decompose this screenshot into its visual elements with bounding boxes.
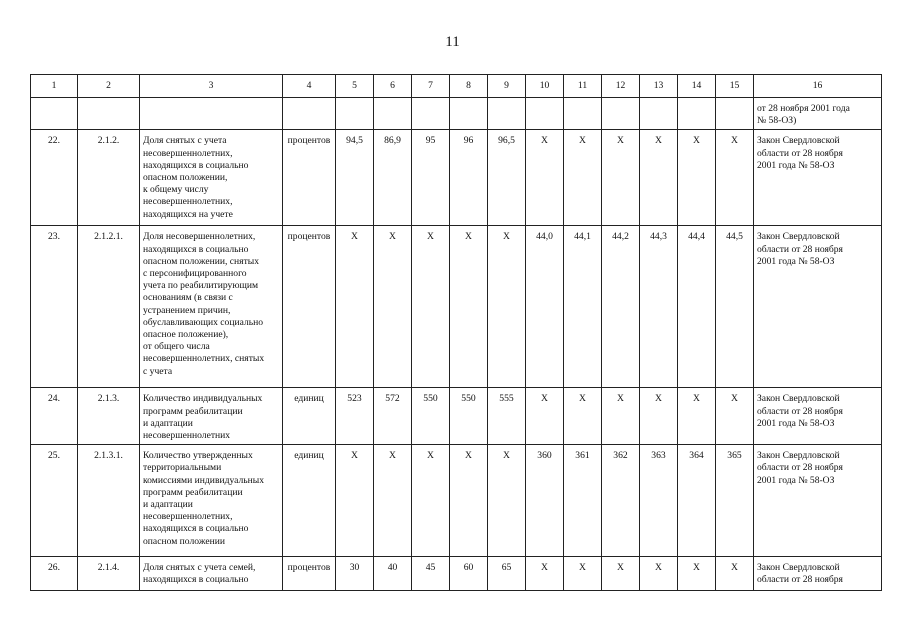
value-cell: 360 bbox=[526, 445, 564, 557]
value-cell: 96 bbox=[450, 130, 488, 226]
value-cell: 550 bbox=[450, 388, 488, 445]
value-cell: 96,5 bbox=[488, 130, 526, 226]
column-number-cell: 8 bbox=[450, 75, 488, 98]
column-number-cell: 14 bbox=[678, 75, 716, 98]
column-number-cell: 11 bbox=[564, 75, 602, 98]
value-cell: Х bbox=[602, 557, 640, 591]
value-cell: 363 bbox=[640, 445, 678, 557]
value-cell bbox=[716, 98, 754, 130]
legal-basis-cell: Закон Свердловской области от 28 ноября 2001 года № 58-ОЗ bbox=[754, 130, 882, 226]
value-cell: Х bbox=[374, 226, 412, 388]
value-cell bbox=[488, 98, 526, 130]
value-cell: 362 bbox=[602, 445, 640, 557]
value-cell: 95 bbox=[412, 130, 450, 226]
table-row bbox=[31, 445, 882, 557]
column-number-cell: 15 bbox=[716, 75, 754, 98]
value-cell: 572 bbox=[374, 388, 412, 445]
value-cell: Х bbox=[526, 557, 564, 591]
code-cell bbox=[78, 98, 140, 130]
value-cell: Х bbox=[526, 388, 564, 445]
unit-cell: единиц bbox=[283, 388, 336, 445]
value-cell: Х bbox=[716, 388, 754, 445]
row-number-cell bbox=[31, 98, 78, 130]
value-cell: Х bbox=[488, 226, 526, 388]
value-cell: 555 bbox=[488, 388, 526, 445]
value-cell: 523 bbox=[336, 388, 374, 445]
value-cell: 86,9 bbox=[374, 130, 412, 226]
value-cell: 65 bbox=[488, 557, 526, 591]
value-cell bbox=[526, 98, 564, 130]
value-cell: Х bbox=[602, 130, 640, 226]
value-cell: Х bbox=[716, 557, 754, 591]
indicator-name-cell: Количество индивидуальных программ реабилитации и адаптации несовершеннолетних bbox=[140, 388, 283, 445]
code-cell: 2.1.4. bbox=[78, 557, 140, 591]
value-cell: 44,5 bbox=[716, 226, 754, 388]
unit-cell: процентов bbox=[283, 557, 336, 591]
table-row bbox=[31, 557, 882, 591]
value-cell bbox=[564, 98, 602, 130]
unit-cell bbox=[283, 98, 336, 130]
indicator-table bbox=[30, 74, 882, 591]
value-cell bbox=[640, 98, 678, 130]
column-number-cell: 6 bbox=[374, 75, 412, 98]
value-cell: 44,1 bbox=[564, 226, 602, 388]
legal-basis-cell: от 28 ноября 2001 года № 58-ОЗ) bbox=[754, 98, 882, 130]
value-cell: 40 bbox=[374, 557, 412, 591]
row-number-cell: 25. bbox=[31, 445, 78, 557]
column-number-cell: 9 bbox=[488, 75, 526, 98]
value-cell: 550 bbox=[412, 388, 450, 445]
value-cell: 60 bbox=[450, 557, 488, 591]
value-cell: Х bbox=[336, 445, 374, 557]
value-cell bbox=[678, 98, 716, 130]
table-row bbox=[31, 98, 882, 130]
value-cell bbox=[374, 98, 412, 130]
code-cell: 2.1.3.1. bbox=[78, 445, 140, 557]
column-number-cell: 3 bbox=[140, 75, 283, 98]
legal-basis-cell: Закон Свердловской области от 28 ноября 2001 года № 58-ОЗ bbox=[754, 445, 882, 557]
value-cell: Х bbox=[564, 130, 602, 226]
column-number-row bbox=[31, 75, 882, 98]
value-cell: Х bbox=[336, 226, 374, 388]
value-cell: 30 bbox=[336, 557, 374, 591]
value-cell: Х bbox=[716, 130, 754, 226]
row-number-cell: 26. bbox=[31, 557, 78, 591]
code-cell: 2.1.2. bbox=[78, 130, 140, 226]
column-number-cell: 1 bbox=[31, 75, 78, 98]
value-cell: Х bbox=[412, 445, 450, 557]
table-row bbox=[31, 388, 882, 445]
value-cell: Х bbox=[602, 388, 640, 445]
value-cell: 44,3 bbox=[640, 226, 678, 388]
value-cell: 44,2 bbox=[602, 226, 640, 388]
column-number-cell: 13 bbox=[640, 75, 678, 98]
legal-basis-cell: Закон Свердловской области от 28 ноября 2001 года № 58-ОЗ bbox=[754, 388, 882, 445]
code-cell: 2.1.3. bbox=[78, 388, 140, 445]
column-number-cell: 12 bbox=[602, 75, 640, 98]
value-cell: Х bbox=[640, 557, 678, 591]
value-cell: Х bbox=[640, 388, 678, 445]
value-cell bbox=[602, 98, 640, 130]
row-number-cell: 22. bbox=[31, 130, 78, 226]
column-number-cell: 5 bbox=[336, 75, 374, 98]
code-cell: 2.1.2.1. bbox=[78, 226, 140, 388]
column-number-cell: 2 bbox=[78, 75, 140, 98]
column-number-cell: 7 bbox=[412, 75, 450, 98]
unit-cell: единиц bbox=[283, 445, 336, 557]
value-cell bbox=[450, 98, 488, 130]
value-cell: Х bbox=[640, 130, 678, 226]
table-row bbox=[31, 226, 882, 388]
value-cell: Х bbox=[412, 226, 450, 388]
value-cell: 45 bbox=[412, 557, 450, 591]
value-cell: 361 bbox=[564, 445, 602, 557]
unit-cell: процентов bbox=[283, 226, 336, 388]
value-cell: 44,4 bbox=[678, 226, 716, 388]
value-cell: Х bbox=[450, 226, 488, 388]
value-cell: 94,5 bbox=[336, 130, 374, 226]
value-cell: Х bbox=[488, 445, 526, 557]
legal-basis-cell: Закон Свердловской области от 28 ноября bbox=[754, 557, 882, 591]
indicator-name-cell: Доля снятых с учета семей, находящихся в социально bbox=[140, 557, 283, 591]
value-cell: Х bbox=[374, 445, 412, 557]
indicator-name-cell: Доля снятых с учета несовершеннолетних, находящихся в социально опасном положении, к общему числу несовершеннолетних, находящихся на учете bbox=[140, 130, 283, 226]
value-cell bbox=[336, 98, 374, 130]
value-cell: Х bbox=[526, 130, 564, 226]
table-body bbox=[31, 75, 882, 591]
page-number: 11 bbox=[445, 34, 460, 50]
value-cell: 44,0 bbox=[526, 226, 564, 388]
table-row bbox=[31, 130, 882, 226]
indicator-name-cell bbox=[140, 98, 283, 130]
value-cell: Х bbox=[678, 388, 716, 445]
value-cell bbox=[412, 98, 450, 130]
row-number-cell: 23. bbox=[31, 226, 78, 388]
value-cell: Х bbox=[564, 388, 602, 445]
legal-basis-cell: Закон Свердловской области от 28 ноября 2001 года № 58-ОЗ bbox=[754, 226, 882, 388]
value-cell: Х bbox=[678, 130, 716, 226]
value-cell: Х bbox=[564, 557, 602, 591]
column-number-cell: 10 bbox=[526, 75, 564, 98]
column-number-cell: 16 bbox=[754, 75, 882, 98]
value-cell: Х bbox=[678, 557, 716, 591]
value-cell: 364 bbox=[678, 445, 716, 557]
indicator-name-cell: Количество утвержденных территориальными комиссиями индивидуальных программ реабилитации и адаптации несовершеннолетних, находящихся в социально опасном положении bbox=[140, 445, 283, 557]
row-number-cell: 24. bbox=[31, 388, 78, 445]
column-number-cell: 4 bbox=[283, 75, 336, 98]
value-cell: 365 bbox=[716, 445, 754, 557]
value-cell: Х bbox=[450, 445, 488, 557]
indicator-name-cell: Доля несовершеннолетних, находящихся в социально опасном положении, снятых с персонифицированного учета по реабилитирующим основаниям (в связи с устранением причин, обуславливающих социально опасное положение), от общего числа несовершеннолетних, снятых с учета bbox=[140, 226, 283, 388]
unit-cell: процентов bbox=[283, 130, 336, 226]
